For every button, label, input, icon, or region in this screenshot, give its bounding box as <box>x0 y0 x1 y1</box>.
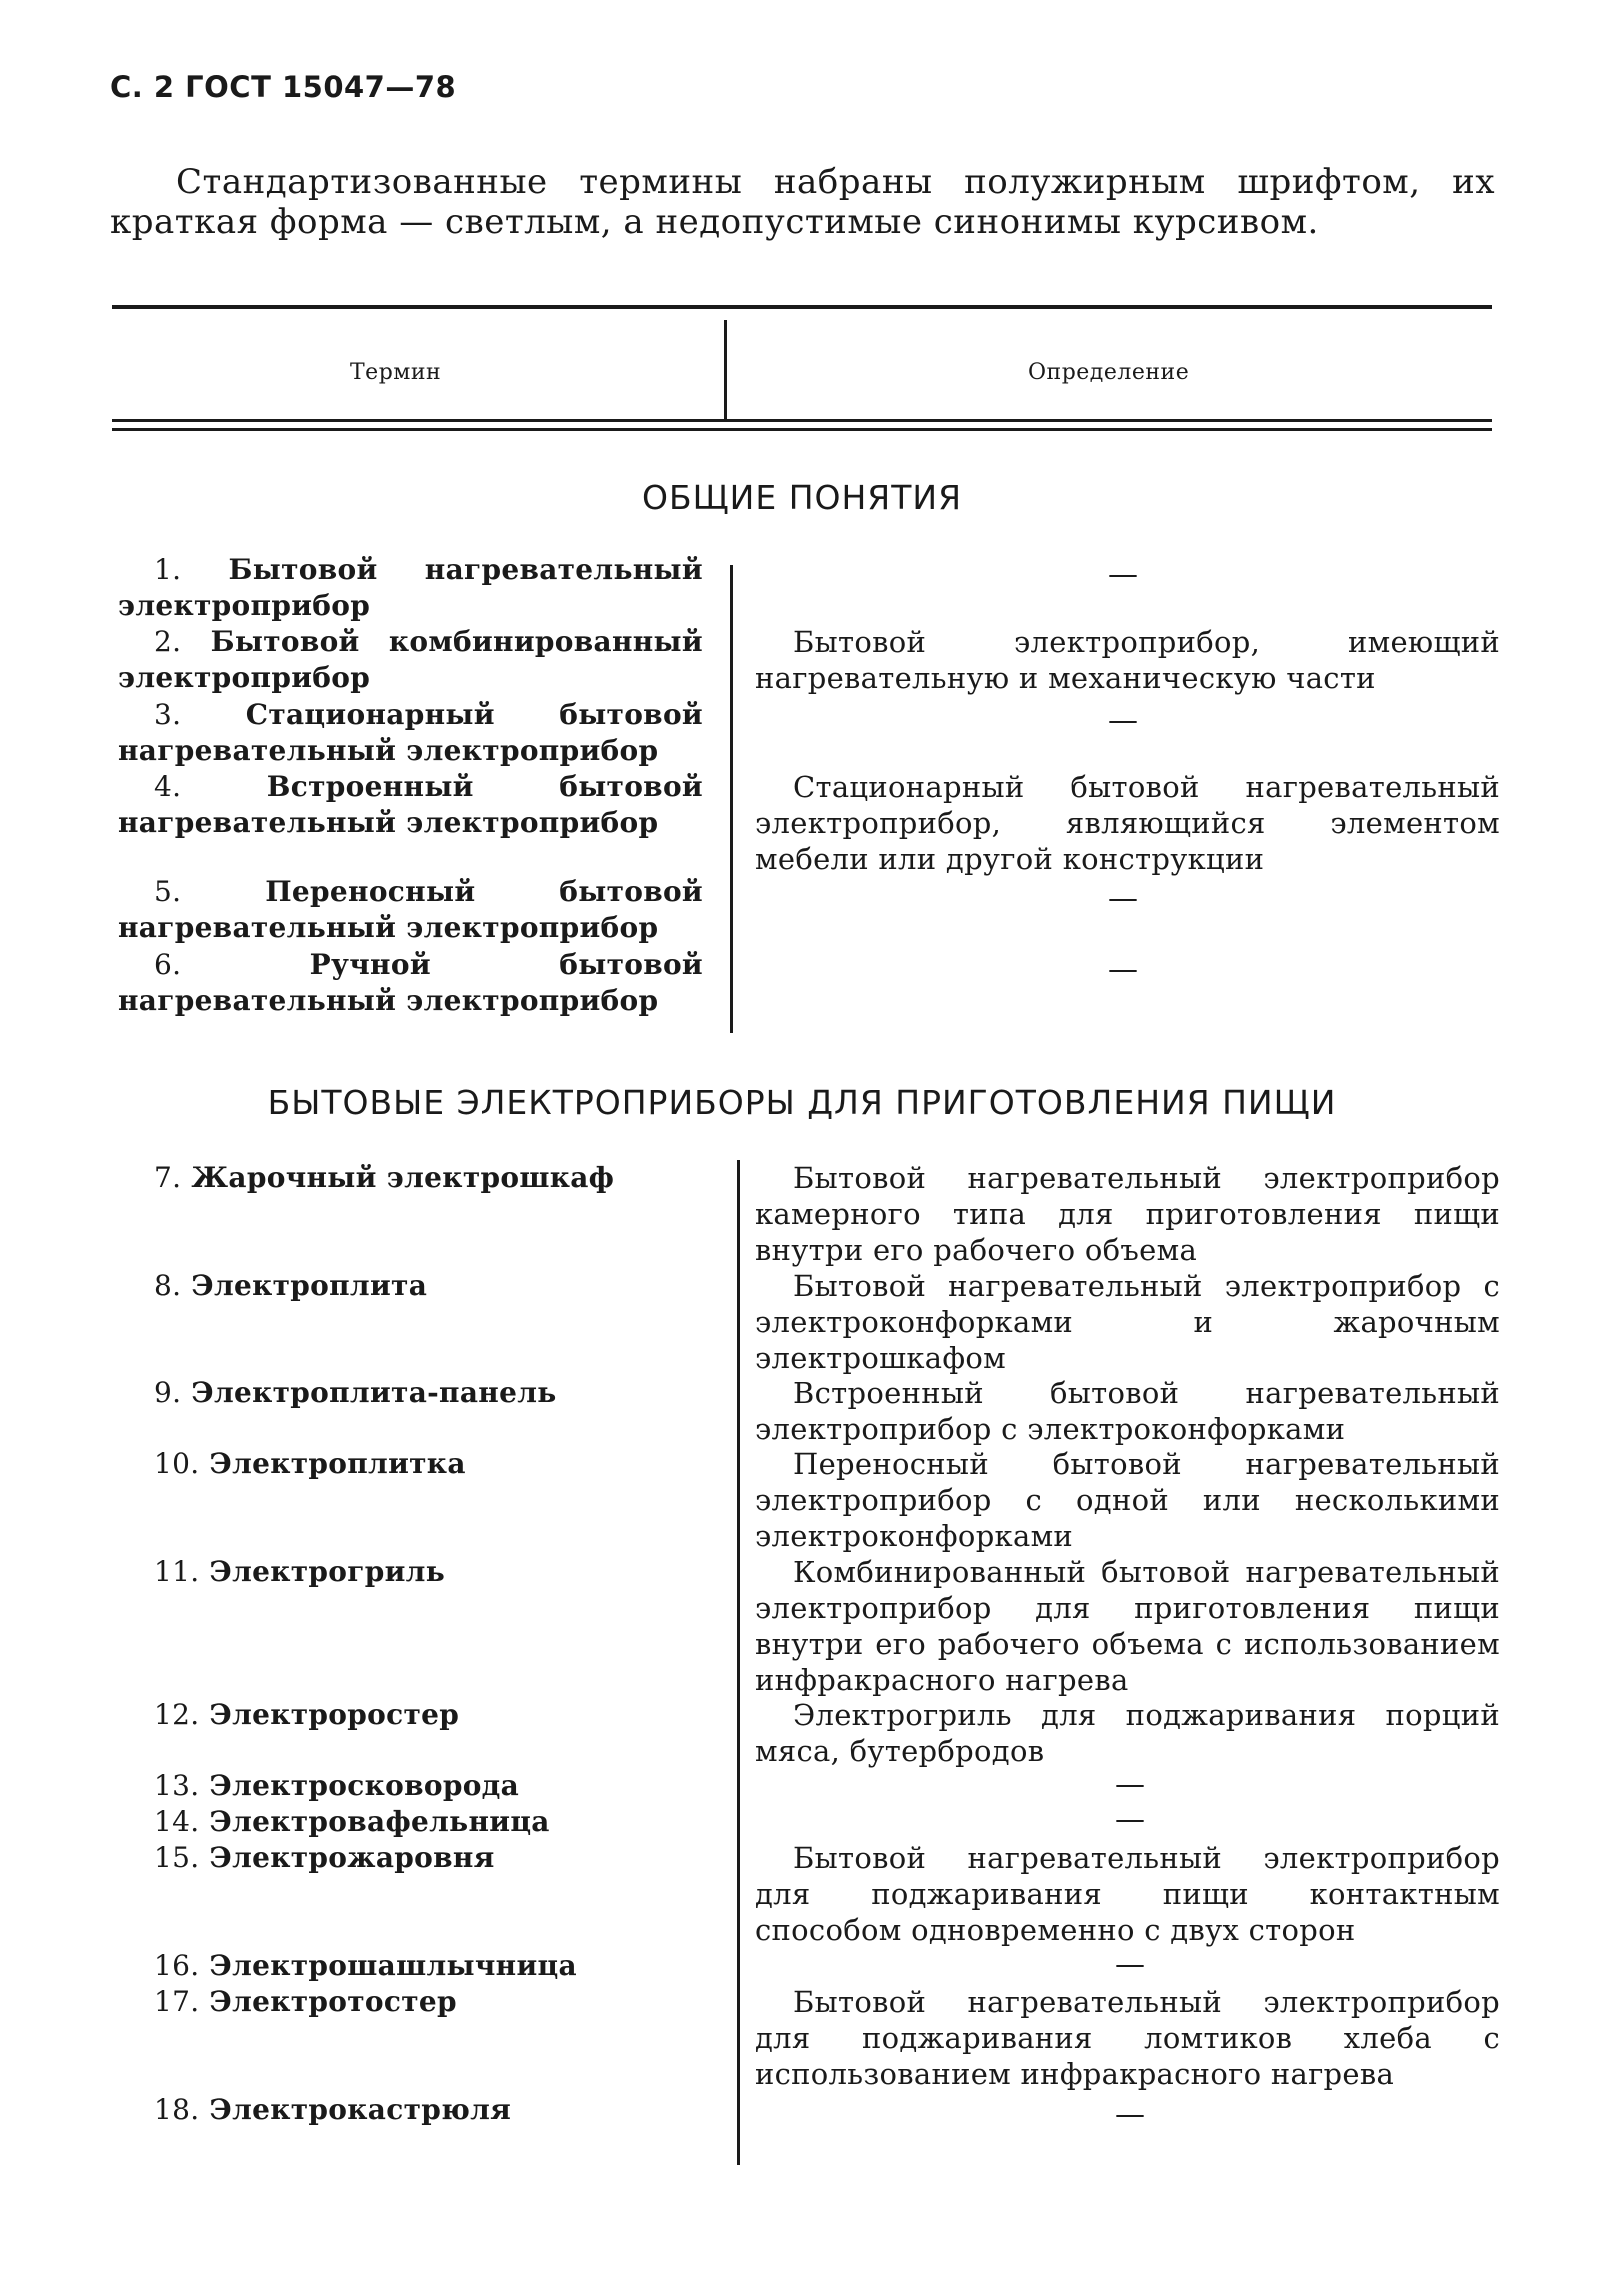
term-number: 1. <box>154 553 182 586</box>
definition-dash: — <box>1115 1767 1145 1802</box>
term-entry <box>118 874 703 946</box>
definition-body: Бытовой нагревательный электроприбор камерного типа для приготовления пищи внутри его рабочего объема <box>755 1161 1500 1267</box>
term-name: Электротостер <box>209 1985 457 2018</box>
column-divider <box>737 1160 740 2165</box>
term-entry <box>118 947 703 1019</box>
term-entry <box>118 1768 703 1804</box>
definition-text <box>755 624 1500 696</box>
table-header-rule-double <box>112 428 1492 431</box>
term-number: 2. <box>154 625 182 658</box>
term-number: 17. <box>154 1985 200 2018</box>
definition-text <box>755 1984 1500 2092</box>
term-name: Стационарный бытовой нагревательный электроприбор <box>118 698 703 767</box>
term-number: 9. <box>154 1376 182 1409</box>
term-entry <box>118 552 703 624</box>
term-name: Бытовой комбинированный электроприбор <box>118 625 703 694</box>
term-entry <box>118 697 703 769</box>
term-number: 4. <box>154 770 182 803</box>
section-title: БЫТОВЫЕ ЭЛЕКТРОПРИБОРЫ ДЛЯ ПРИГОТОВЛЕНИЯ ПИЩИ <box>267 1083 1337 1122</box>
column-divider <box>730 565 733 1033</box>
term-number: 5. <box>154 875 182 908</box>
column-header-term: Термин <box>350 360 442 385</box>
definition-body: Бытовой нагревательный электроприбор с электроконфорками и жарочным электрошкафом <box>755 1269 1500 1375</box>
term-name: Электросковорода <box>209 1769 520 1802</box>
term-number: 10. <box>154 1447 200 1480</box>
term-number: 12. <box>154 1698 200 1731</box>
definition-text <box>755 1375 1500 1447</box>
term-name: Встроенный бытовой нагревательный электроприбор <box>118 770 703 839</box>
term-entry <box>118 1375 703 1411</box>
definition-body: Бытовой электроприбор, имеющий нагревательную и механическую части <box>755 625 1500 695</box>
term-number: 11. <box>154 1555 200 1588</box>
term-entry <box>118 1984 703 2020</box>
definition-dash: — <box>1115 2097 1145 2132</box>
term-entry <box>118 2092 703 2128</box>
definition-body: Переносный бытовой нагревательный электроприбор с одной или несколькими электроконфорками <box>755 1447 1500 1553</box>
term-number: 7. <box>154 1161 182 1194</box>
definition-text <box>755 1268 1500 1376</box>
definition-text <box>755 1446 1500 1554</box>
term-number: 16. <box>154 1949 200 1982</box>
term-entry <box>118 1446 703 1482</box>
term-name: Электровафельница <box>209 1805 550 1838</box>
term-name: Электрошашлычница <box>209 1949 577 1982</box>
term-entry <box>118 624 703 696</box>
term-name: Электрогриль <box>209 1555 446 1588</box>
definition-dash: — <box>1108 952 1138 987</box>
definition-body: Стационарный бытовой нагревательный электроприбор, являющийся элементом мебели или другой конструкции <box>755 770 1500 876</box>
term-name: Жарочный электрошкаф <box>191 1161 615 1194</box>
definition-body: Бытовой нагревательный электроприбор для поджаривания пищи контактным способом одновременно с двух сторон <box>755 1841 1500 1947</box>
column-header-divider <box>724 320 727 420</box>
definition-dash: — <box>1108 703 1138 738</box>
term-entry <box>118 1554 703 1590</box>
table-header-rule <box>112 419 1492 422</box>
definition-body: Комбинированный бытовой нагревательный электроприбор для приготовления пищи внутри его рабочего объема с использованием инфракрасного нагрева <box>755 1555 1500 1697</box>
term-number: 18. <box>154 2093 200 2126</box>
term-entry <box>118 1840 703 1876</box>
term-number: 15. <box>154 1841 200 1874</box>
term-number: 3. <box>154 698 182 731</box>
definition-dash: — <box>1115 1802 1145 1837</box>
definition-text <box>755 1840 1500 1948</box>
definition-body: Электрогриль для поджаривания порций мяса, бутербродов <box>755 1698 1500 1768</box>
section-title: ОБЩИЕ ПОНЯТИЯ <box>641 478 963 517</box>
term-entry <box>118 1804 703 1840</box>
table-top-rule <box>112 305 1492 309</box>
term-name: Электрожаровня <box>209 1841 495 1874</box>
intro-paragraph <box>110 162 1495 242</box>
term-name: Переносный бытовой нагревательный электроприбор <box>118 875 703 944</box>
definition-body: Бытовой нагревательный электроприбор для поджаривания ломтиков хлеба с использованием инфракрасного нагрева <box>755 1985 1500 2091</box>
intro-text: Стандартизованные термины набраны полужирным шрифтом, их краткая форма — светлым, а недопустимые синонимы курсивом. <box>110 162 1495 242</box>
term-name: Электроплита <box>191 1269 428 1302</box>
term-name: Электроплита-панель <box>191 1376 557 1409</box>
term-entry <box>118 1160 703 1196</box>
definition-dash: — <box>1115 1947 1145 1982</box>
definition-dash: — <box>1108 557 1138 592</box>
term-entry <box>118 769 703 841</box>
term-name: Бытовой нагревательный электроприбор <box>118 553 703 622</box>
definition-text <box>755 1697 1500 1769</box>
definition-text <box>755 1160 1500 1268</box>
term-entry <box>118 1697 703 1733</box>
term-number: 8. <box>154 1269 182 1302</box>
term-name: Ручной бытовой нагревательный электроприбор <box>118 948 703 1017</box>
term-entry <box>118 1268 703 1304</box>
term-name: Электроростер <box>209 1698 460 1731</box>
definition-body: Встроенный бытовой нагревательный электроприбор с электроконфорками <box>755 1376 1500 1446</box>
page-header: С. 2 ГОСТ 15047—78 <box>110 70 457 104</box>
term-number: 14. <box>154 1805 200 1838</box>
definition-text <box>755 769 1500 877</box>
term-number: 13. <box>154 1769 200 1802</box>
column-header-definition: Определение <box>1028 360 1190 385</box>
term-name: Электроплитка <box>209 1447 466 1480</box>
term-entry <box>118 1948 703 1984</box>
definition-dash: — <box>1108 881 1138 916</box>
term-name: Электрокастрюля <box>209 2093 512 2126</box>
definition-text <box>755 1554 1500 1698</box>
term-number: 6. <box>154 948 182 981</box>
